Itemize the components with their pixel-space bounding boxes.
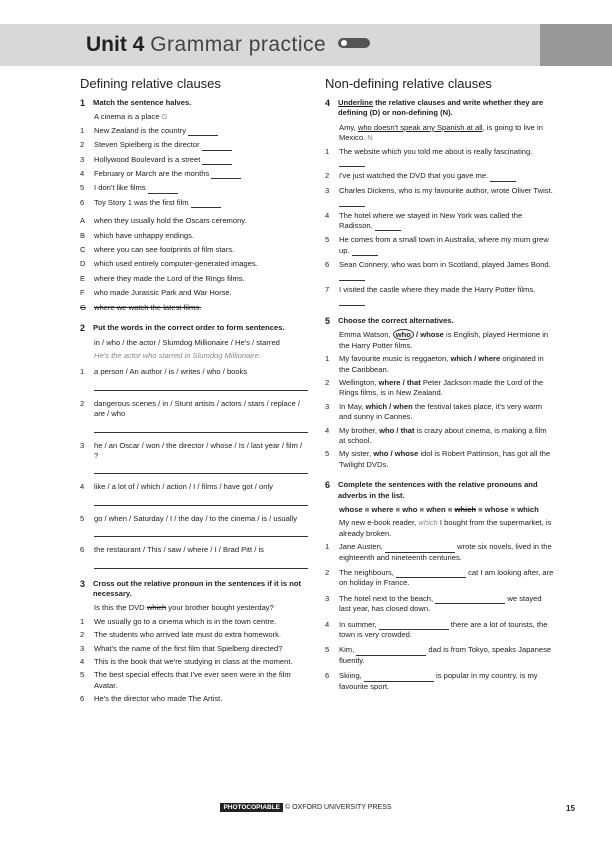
exercise-instruction: Cross out the relative pronoun in the sentences if it is not necessary. — [93, 578, 302, 598]
list-item — [325, 594, 555, 615]
item-text — [94, 155, 308, 165]
separator-icon: ■ — [393, 505, 403, 514]
item-text: This is the book that we're studying in class at the moment. — [94, 657, 293, 666]
answer-line[interactable] — [94, 497, 308, 506]
item-text — [94, 140, 308, 150]
item-text: The hotel where we stayed in New York was called the Radisson. — [339, 210, 523, 231]
separator-icon: ■ — [508, 505, 518, 514]
list-item — [80, 169, 308, 179]
item-text — [339, 260, 555, 281]
example-text: A cinema is a place — [94, 112, 160, 122]
word: who — [402, 505, 418, 514]
item-number: A — [80, 216, 86, 226]
item-number: 3 — [325, 401, 330, 411]
list-item — [325, 568, 555, 589]
right-column — [325, 76, 555, 697]
item-text: go / when / Saturday / I / the day / to the cinema / is / usually — [94, 513, 298, 523]
item-text — [339, 542, 555, 563]
item-number: 4 — [80, 169, 85, 179]
example-text: Amy, — [339, 122, 358, 132]
item-text: He comes from a small town in Australia, where my mum grew up. — [339, 235, 549, 255]
answer-blank[interactable] — [339, 274, 365, 281]
answer-blank[interactable] — [202, 158, 232, 165]
item-text: My favourite music is reggaeton, — [339, 354, 451, 364]
item-text: The best special effects that I've ever seen were in the film Avatar. — [94, 670, 291, 690]
answer-line[interactable] — [94, 465, 308, 474]
item-text — [94, 183, 308, 193]
list-item — [80, 274, 308, 284]
item-number: 2 — [80, 630, 85, 640]
list-item — [80, 216, 308, 226]
exercise-instruction: Complete the sentences with the relative pronouns and adverbs in the list. — [338, 480, 538, 500]
example-strike: which — [146, 603, 167, 613]
exercise-instruction: Match the sentence halves. — [93, 98, 192, 107]
item-text: which have unhappy endings. — [94, 230, 195, 240]
example-answer: which — [418, 518, 438, 528]
item-number: 7 — [325, 285, 330, 295]
item-text — [339, 449, 555, 470]
example-text: I bought from the supermarket, is already broken. — [339, 518, 552, 538]
item-text — [339, 568, 555, 589]
separator-icon: ■ — [445, 505, 455, 514]
list-item — [80, 259, 308, 269]
item-number: 1 — [80, 367, 85, 377]
list-item — [325, 542, 555, 563]
item-text: Sean Connery, who was born in Scotland, played James Bond. — [339, 260, 551, 270]
answer-line[interactable] — [94, 382, 308, 391]
item-text: My sister, — [339, 449, 374, 459]
item-number: 3 — [325, 185, 330, 195]
item-number: 1 — [325, 146, 330, 156]
answer-line[interactable] — [94, 424, 308, 433]
item-text: when they usually hold the Oscars ceremony. — [94, 216, 247, 226]
list-item — [325, 402, 555, 423]
item-text: wrote six novels, lived in the eighteenth and nineteenth centuries. — [339, 542, 552, 562]
item-text: a person / An author / is / writes / who / books — [94, 367, 248, 377]
exercise-title — [80, 579, 308, 600]
item-number: 5 — [325, 449, 330, 459]
item-text: Hollywood Boulevard is a street — [94, 154, 203, 164]
item-number: 6 — [325, 671, 330, 681]
example-text: Is this the DVD — [94, 603, 147, 613]
item-number: 6 — [80, 694, 85, 704]
word: whose — [339, 505, 363, 514]
item-text: I've just watched the DVD that you gave me. — [339, 171, 491, 181]
list-item — [80, 657, 308, 667]
list-item — [80, 303, 308, 313]
page-title — [86, 32, 370, 58]
example-line — [339, 123, 555, 144]
answer-blank[interactable] — [339, 299, 365, 306]
section-heading: Defining relative clauses — [80, 76, 221, 91]
list-item — [80, 399, 308, 420]
example-text: My new e-book reader, — [339, 518, 419, 528]
list-item — [80, 514, 308, 524]
item-text: is crazy about cinema, is making a film at school. — [339, 425, 547, 445]
item-number: 2 — [325, 171, 330, 181]
word: whose — [484, 505, 509, 514]
item-text — [339, 285, 555, 306]
item-number: 1 — [325, 354, 330, 364]
item-text: In summer, — [339, 619, 379, 629]
item-text: Peter Jackson made the Lord of the Rings films, is in New Zealand. — [339, 377, 544, 398]
item-text: He's the director who made The Artist. — [94, 694, 223, 704]
exercise-instruction — [338, 98, 555, 119]
item-text: Charles Dickens, who is my favourite author, wrote Oliver Twist. — [339, 185, 553, 195]
item-text: My brother, — [339, 425, 380, 435]
item-text: The hotel next to the beach, — [339, 593, 436, 603]
item-number: 3 — [80, 154, 85, 164]
list-item — [80, 482, 308, 492]
alternatives[interactable]: which / when — [365, 401, 413, 411]
item-number: 2 — [80, 140, 85, 150]
word-list — [339, 505, 555, 515]
word: which — [454, 505, 476, 514]
item-text: In May, — [339, 401, 366, 411]
example-text: your brother bought yesterday? — [166, 603, 274, 613]
word: where — [371, 505, 394, 514]
item-text: The students who arrived late must do extra homework. — [94, 630, 281, 640]
exercise-title — [325, 316, 555, 326]
item-text: is popular in my country, is my favourite sport. — [339, 671, 538, 691]
exercise-number: 4 — [325, 98, 331, 108]
header-tab — [540, 24, 612, 66]
example-answer: He's the actor who starred in Slumdog Millionaire. — [94, 350, 261, 360]
instruction-underline: Underline — [338, 98, 374, 107]
item-text: like / a lot of / which / action / I / films / have got / only — [94, 482, 273, 492]
example-underline: who doesn't speak any Spanish at all — [357, 122, 483, 132]
exercise-number: 1 — [80, 98, 86, 108]
item-number: 6 — [80, 197, 85, 207]
answer-blank[interactable] — [188, 129, 218, 136]
item-text: we stayed last year, has closed down. — [339, 593, 542, 614]
item-text: the restaurant / This / saw / where / I / Brad Pitt / is — [94, 545, 264, 555]
item-number: 5 — [325, 235, 330, 245]
list-item — [325, 235, 555, 256]
item-text — [339, 378, 555, 399]
list-item — [80, 231, 308, 241]
answer-blank[interactable] — [364, 675, 434, 682]
item-number: 6 — [80, 545, 85, 555]
item-text: who made Jurassic Park and War Horse. — [94, 288, 232, 298]
item-text — [339, 671, 555, 692]
example-text: is English, played Hermione in the Harry Potter films. — [339, 330, 549, 350]
item-number: 3 — [80, 643, 85, 653]
item-number: 4 — [80, 657, 85, 666]
answer-blank[interactable] — [352, 249, 378, 256]
item-number: F — [80, 288, 85, 298]
list-item — [325, 147, 555, 168]
item-text — [339, 594, 555, 615]
exercise-number: 6 — [325, 480, 331, 491]
page-number: 15 — [566, 804, 575, 813]
item-text — [339, 620, 555, 641]
exercise-instruction: Choose the correct alternatives. — [338, 315, 454, 325]
list-item — [80, 694, 308, 704]
item-text: dad is from Tokyo, speaks Japanese fluently. — [339, 645, 552, 665]
list-item — [325, 211, 555, 232]
toggle-pill-icon — [338, 38, 370, 48]
item-text: which used entirely computer-generated images. — [94, 259, 258, 269]
item-text — [339, 171, 555, 181]
exercise-title — [325, 480, 555, 501]
item-number: 1 — [80, 616, 85, 626]
item-text: where you can see footprints of film stars. — [94, 245, 235, 255]
example-circled: who — [393, 329, 414, 340]
item-text: there are a lot of tourists, the town is very crowded. — [339, 619, 548, 640]
item-text: cat I am looking after, are on holiday in France. — [339, 568, 554, 588]
item-number: 5 — [80, 183, 85, 193]
exercise-instruction: Put the words in the correct order to form sentences. — [93, 323, 285, 333]
item-text: February or March are the months — [94, 169, 212, 179]
example-line — [94, 338, 308, 348]
item-text — [94, 198, 308, 208]
item-text — [339, 147, 555, 168]
list-item — [80, 644, 308, 654]
alternatives[interactable]: who / that — [379, 425, 415, 435]
list-item — [325, 171, 555, 181]
section-title: Grammar practice — [150, 33, 327, 56]
unit-label: Unit 4 — [86, 33, 145, 56]
list-item — [80, 198, 308, 208]
alternatives[interactable]: where / that — [378, 377, 421, 387]
separator-icon: ■ — [417, 505, 427, 514]
item-number: 1 — [325, 542, 330, 552]
item-number: D — [80, 259, 86, 269]
list-item — [80, 630, 308, 640]
list-item — [80, 545, 308, 555]
example-line — [94, 112, 308, 122]
answer-blank[interactable] — [211, 172, 241, 179]
list-item — [80, 140, 308, 150]
item-text: I visited the castle where they made the Harry Potter films. — [339, 285, 536, 295]
exercise-number: 2 — [80, 323, 86, 334]
list-item — [80, 126, 308, 136]
list-item — [80, 183, 308, 193]
item-text — [94, 169, 308, 179]
item-number: 4 — [325, 210, 330, 220]
exercise-number: 5 — [325, 315, 331, 326]
item-number: 6 — [325, 260, 330, 270]
answer-blank[interactable] — [375, 224, 401, 231]
word: which — [517, 505, 539, 514]
item-number: 5 — [325, 645, 330, 655]
list-item — [80, 367, 308, 377]
item-text: Kim, — [339, 645, 357, 655]
item-number: E — [80, 273, 86, 283]
list-item — [80, 245, 308, 255]
item-text: What's the name of the first film that Spielberg directed? — [94, 643, 283, 653]
item-text: We usually go to a cinema which is in the town centre. — [94, 616, 277, 626]
example-alt: / whose — [413, 330, 444, 340]
item-text: he / an Oscar / won / the director / whose / Is / last year / film / ? — [94, 440, 303, 460]
left-column — [80, 76, 308, 708]
item-number: 2 — [80, 398, 85, 408]
item-number: 4 — [325, 619, 330, 629]
separator-icon: ■ — [475, 505, 485, 514]
item-number: 1 — [80, 125, 85, 135]
list-item — [80, 155, 308, 165]
answer-line[interactable] — [94, 560, 308, 569]
answer-blank[interactable] — [191, 201, 221, 208]
example-text: in / who / the actor / Slumdog Millionaire / He's / starred — [94, 337, 280, 347]
exercise-title — [80, 323, 308, 333]
answer-blank[interactable] — [339, 160, 365, 167]
answer-blank[interactable] — [435, 597, 505, 604]
exercise-number: 3 — [80, 578, 86, 589]
item-text: dangerous scenes / in / Stunt artists / actors / stars / replace / are / who — [94, 398, 300, 419]
item-text: originated in the Caribbean. — [339, 354, 544, 374]
list-item — [325, 285, 555, 306]
alternatives[interactable]: which / where — [450, 354, 501, 364]
answer-blank[interactable] — [385, 546, 455, 553]
item-text — [94, 126, 308, 136]
example-key: G — [161, 112, 168, 122]
item-number: B — [80, 230, 86, 240]
word: when — [426, 505, 446, 514]
item-text — [339, 211, 555, 232]
list-item — [325, 260, 555, 281]
list-item — [80, 288, 308, 298]
example-line — [339, 518, 555, 539]
list-item — [325, 426, 555, 447]
item-text: New Zealand is the country — [94, 125, 189, 135]
item-number: G — [80, 302, 86, 312]
answer-blank[interactable] — [379, 623, 449, 630]
item-number: 5 — [80, 670, 85, 680]
answer-blank[interactable] — [339, 200, 365, 207]
item-number: 4 — [325, 425, 330, 435]
list-item — [325, 186, 555, 207]
item-text: Jane Austen, — [339, 542, 386, 552]
item-text — [339, 645, 555, 666]
item-text — [339, 402, 555, 423]
item-text — [339, 235, 555, 256]
list-item — [325, 620, 555, 641]
list-item — [325, 449, 555, 470]
item-text: Wellington, — [339, 377, 379, 387]
item-number: 4 — [80, 482, 85, 492]
example-line — [339, 330, 555, 351]
item-text: Toy Story 1 was the first film — [94, 197, 191, 207]
item-text — [339, 354, 555, 375]
answer-blank[interactable] — [490, 175, 516, 182]
list-item — [80, 617, 308, 627]
item-text — [339, 426, 555, 447]
alternatives[interactable]: who / whose — [373, 449, 419, 459]
section-heading: Non-defining relative clauses — [325, 76, 492, 91]
answer-blank[interactable] — [396, 571, 466, 578]
item-text: where they made the Lord of the Rings films. — [94, 273, 245, 283]
answer-blank[interactable] — [356, 649, 426, 656]
item-text: where we watch the latest films. — [94, 302, 202, 312]
example-key: N — [367, 133, 373, 143]
item-text: The website which you told me about is really fascinating. — [339, 146, 533, 156]
exercise-title — [80, 98, 308, 108]
item-number: 3 — [80, 440, 85, 450]
example-text: , is going to live in Mexico. — [339, 122, 543, 143]
item-text: Steven Spielberg is the director — [94, 140, 202, 150]
list-item — [325, 671, 555, 692]
answer-blank[interactable] — [148, 187, 178, 194]
item-number: 3 — [325, 593, 330, 603]
photocopiable-badge: PHOTOCOPIABLE — [220, 803, 283, 812]
instruction-text: the relative clauses and write whether they are defining (D) or non-defining (N). — [338, 98, 544, 118]
item-text: I don't like films — [94, 183, 148, 193]
list-item — [325, 645, 555, 666]
item-number: 2 — [325, 377, 330, 387]
answer-line[interactable] — [94, 528, 308, 537]
example-text: Emma Watson, — [339, 330, 393, 340]
list-item — [80, 441, 308, 462]
footer — [0, 804, 612, 811]
item-text: the festival takes place, it's very warm and sunny in Cannes. — [339, 401, 543, 422]
item-text: idol is Robert Pattinson, has got all the Twilight DVDs. — [339, 449, 551, 469]
list-item — [325, 378, 555, 399]
item-text — [339, 186, 555, 207]
example-line — [94, 603, 308, 613]
item-number: 2 — [325, 568, 330, 578]
publisher-text: © OXFORD UNIVERSITY PRESS — [284, 804, 392, 811]
exercise-title — [325, 98, 555, 119]
answer-blank[interactable] — [202, 144, 232, 151]
item-text: The neighbours, — [339, 568, 396, 578]
item-number: 5 — [80, 513, 85, 523]
separator-icon: ■ — [362, 505, 372, 514]
list-item — [80, 670, 308, 691]
item-text: Skiing, — [339, 671, 364, 681]
list-item — [325, 354, 555, 375]
item-number: C — [80, 245, 86, 255]
